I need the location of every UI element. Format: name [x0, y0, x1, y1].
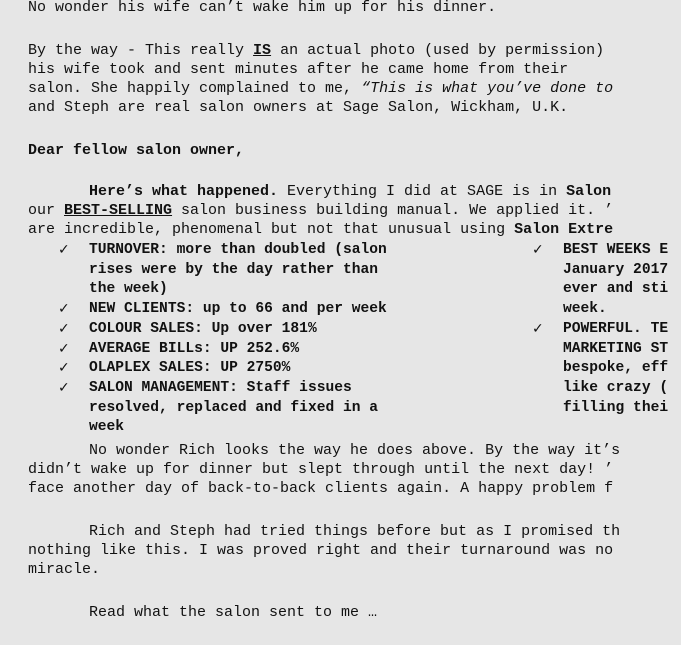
checklist-item — [58, 379, 468, 438]
paragraph-line — [28, 201, 681, 220]
checklist-right-column — [532, 241, 681, 418]
text-run: our — [28, 202, 65, 219]
checklist-item-text: COLOUR SALES: Up over 181% — [89, 320, 317, 337]
checkmark-icon: ✓ — [532, 242, 544, 258]
paragraph-line — [28, 182, 681, 201]
checklist-item-text: POWERFUL. TE MARKETING ST bespoke, eff like crazy ( filling thei — [563, 320, 669, 416]
paragraph-line — [28, 79, 681, 98]
paragraph-spacer — [28, 117, 681, 141]
salutation — [28, 141, 681, 160]
checkmark-icon: ✓ — [532, 320, 544, 337]
checklist-item — [532, 320, 681, 419]
paragraph-line: didn’t wake up for dinner but slept through until the next day! ’ — [28, 461, 614, 478]
bold-run: Salon Extre — [514, 221, 614, 238]
checklist-item — [58, 320, 468, 340]
by-the-way-paragraph — [28, 41, 681, 117]
text-run: an actual photo (used by permission) — [271, 42, 605, 59]
checkmark-icon: ✓ — [58, 301, 70, 318]
after-paragraph — [28, 441, 681, 498]
checkmark-icon: ✓ — [58, 360, 70, 377]
paragraph-spacer — [28, 160, 681, 182]
intro-line: No wonder his wife can’t wake him up for his dinner. — [28, 0, 497, 16]
checkmark-icon: ✓ — [58, 379, 70, 396]
paragraph-line: his wife took and sent minutes after he came home from their — [28, 61, 569, 78]
results-checklist — [28, 241, 681, 441]
paragraph-line: No wonder Rich looks the way he does above. By the way it’s — [89, 442, 621, 459]
salutation-text: Dear fellow salon owner, — [28, 142, 245, 159]
checkmark-icon: ✓ — [58, 340, 70, 357]
paragraph-line: nothing like this. I was proved right and their turnaround was no — [28, 542, 614, 559]
article-body — [28, 0, 681, 622]
text-run: are incredible, phenomenal but not that unusual using — [28, 221, 515, 238]
text-run: salon business building manual. We applied it. ’ — [172, 202, 614, 219]
checklist-item-text: NEW CLIENTS: up to 66 and per week — [89, 301, 387, 318]
paragraph-line: miracle. — [28, 561, 101, 578]
quote-text: “This is what you’ve done to — [361, 80, 614, 97]
text-run: By the way - This really — [28, 42, 254, 59]
happened-paragraph — [28, 182, 681, 239]
checklist-item-text: TURNOVER: more than doubled (salon rises were by the day rather than the week) — [89, 242, 387, 298]
paragraph-line: and Steph are real salon owners at Sage Salon, Wickham, U.K. — [28, 99, 569, 116]
checklist-item-text: AVERAGE BILLs: UP 252.6% — [89, 340, 300, 357]
paragraph-line — [28, 220, 681, 239]
bold-run: Salon — [566, 183, 612, 200]
checklist-left-column — [58, 241, 468, 438]
checklist-item — [58, 241, 468, 300]
paragraph-line — [28, 41, 681, 60]
best-selling-emphasis: BEST-SELLING — [64, 202, 173, 219]
closing-line: Read what the salon sent to me … — [89, 604, 378, 621]
checklist-item-text: SALON MANAGEMENT: Staff issues resolved, replaced and fixed in a week — [89, 379, 379, 436]
checklist-item-text: OLAPLEX SALES: UP 2750% — [89, 360, 291, 377]
paragraph-spacer — [28, 498, 681, 522]
tried-paragraph — [28, 522, 681, 579]
paragraph-line: face another day of back-to-back clients again. A happy problem f — [28, 480, 614, 497]
text-run: Everything I did at SAGE is in — [278, 183, 567, 200]
text-run: salon. She happily complained to me, — [28, 80, 362, 97]
checklist-item-text: BEST WEEKS E January 2017 ever and sti week. — [563, 242, 669, 318]
checklist-item — [58, 300, 468, 320]
paragraph-line: Rich and Steph had tried things before but as I promised th — [89, 523, 621, 540]
paragraph-spacer — [28, 17, 681, 41]
lead-in-bold: Here’s what happened. — [89, 183, 279, 200]
checkmark-icon: ✓ — [58, 320, 70, 337]
checkmark-icon: ✓ — [58, 242, 70, 258]
checklist-item — [58, 359, 468, 379]
checklist-item — [532, 241, 681, 320]
checklist-item — [58, 340, 468, 360]
emphasis-is: IS — [253, 42, 272, 59]
paragraph-spacer — [28, 579, 681, 603]
